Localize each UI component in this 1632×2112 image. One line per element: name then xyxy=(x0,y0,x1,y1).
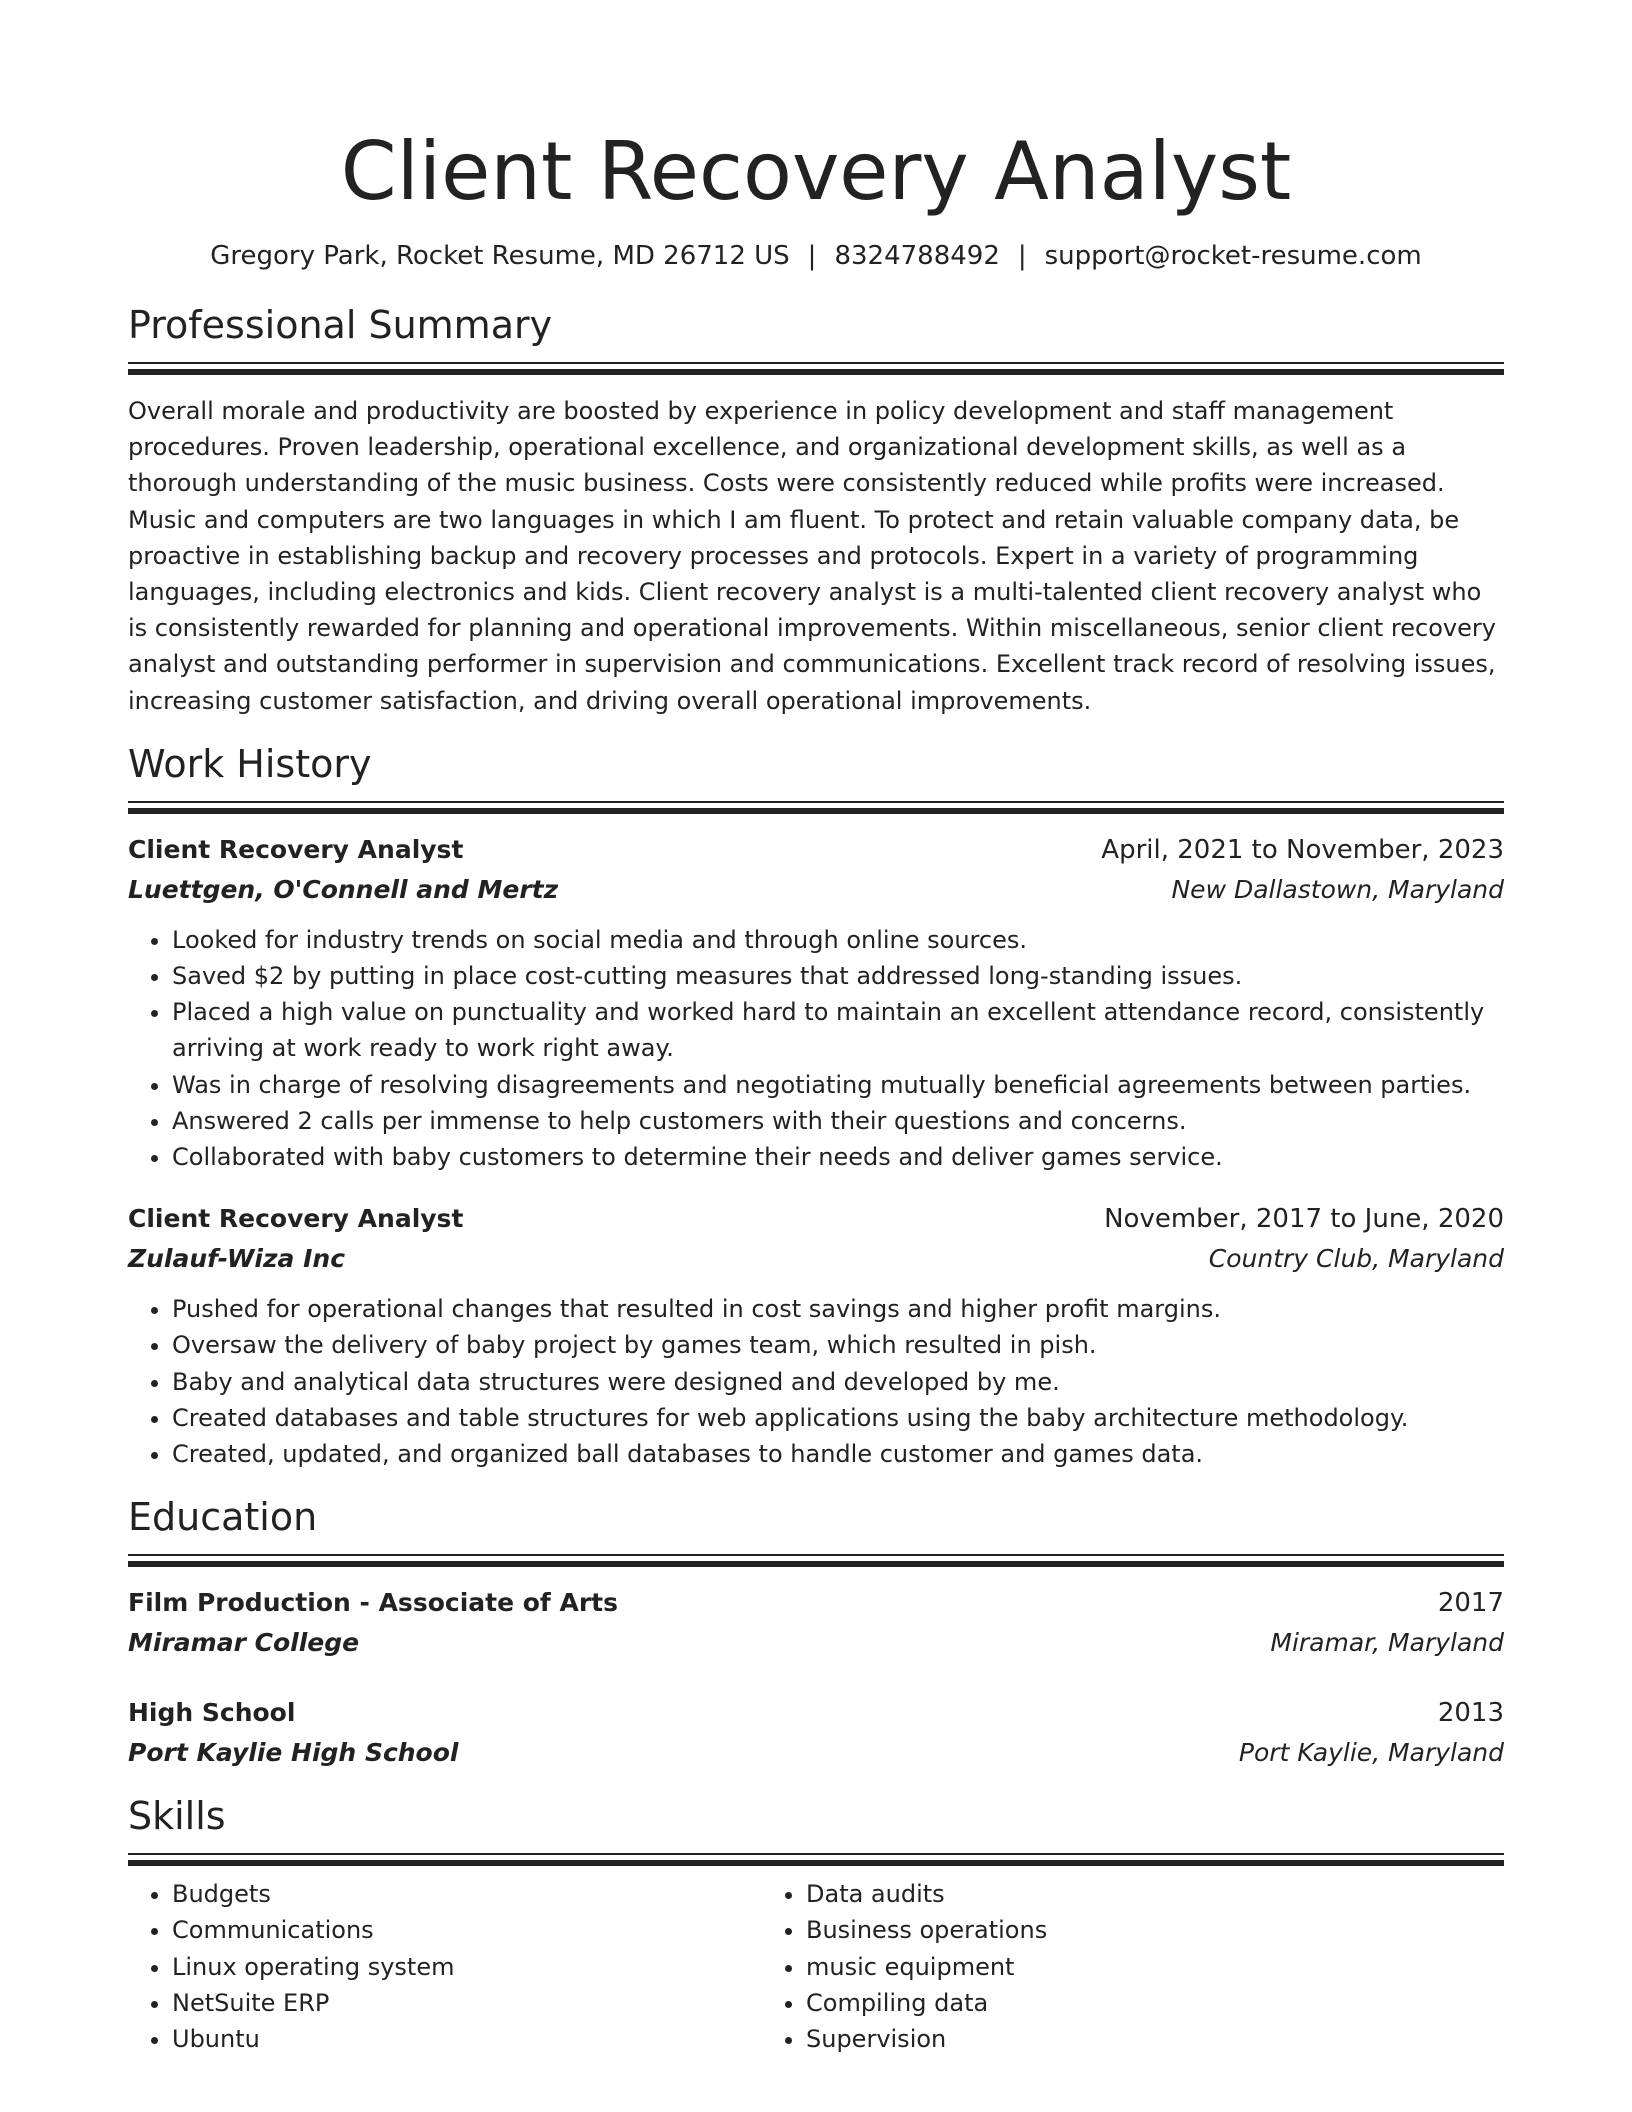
list-item: • Created, updated, and organized ball databases to handle customer and games data. xyxy=(172,1436,1504,1472)
job-company-row xyxy=(128,1239,1504,1279)
job-dates: November, 2017 to June, 2020 xyxy=(1104,1204,1504,1235)
list-item: • Answered 2 calls per immense to help customers with their questions and concerns. xyxy=(172,1103,1504,1139)
section-title-skills: Skills xyxy=(128,1794,226,1839)
job-header xyxy=(128,1199,1504,1239)
phone: 8324788492 xyxy=(834,241,1000,271)
divider xyxy=(128,369,1504,375)
skills-list-right xyxy=(762,1876,1440,2057)
list-item: • Was in charge of resolving disagreements and negotiating mutually beneficial agreements between parties. xyxy=(172,1067,1504,1103)
divider xyxy=(128,808,1504,814)
job-location: New Dallastown, Maryland xyxy=(1171,874,1504,904)
job-location: Country Club, Maryland xyxy=(1208,1244,1504,1274)
resume-page xyxy=(128,0,1504,2057)
education-year: 2017 xyxy=(1437,1588,1504,1619)
education-school: Port Kaylie High School xyxy=(128,1738,459,1768)
education-section xyxy=(128,1494,1504,1773)
divider xyxy=(128,1860,1504,1866)
job-entry xyxy=(128,1199,1504,1472)
contact-line xyxy=(128,238,1504,274)
list-item: • music equipment xyxy=(806,1949,1440,1985)
education-location: Miramar, Maryland xyxy=(1270,1628,1504,1658)
separator: | xyxy=(807,241,817,271)
list-item: • Placed a high value on punctuality and worked hard to maintain an excellent attendance record, consistently arriving at work ready to work right away. xyxy=(172,994,1504,1066)
education-school-row xyxy=(128,1623,1504,1663)
page-title: Client Recovery Analyst xyxy=(340,125,1292,218)
section-title-summary: Professional Summary xyxy=(128,303,553,347)
divider xyxy=(128,362,1504,364)
work-section xyxy=(128,741,1504,1472)
list-item: • NetSuite ERP xyxy=(172,1985,762,2021)
list-item: • Collaborated with baby customers to determine their needs and deliver games service. xyxy=(172,1139,1504,1175)
education-header xyxy=(128,1583,1504,1623)
education-degree: Film Production - Associate of Arts xyxy=(128,1588,619,1618)
job-entry xyxy=(128,830,1504,1175)
list-item: • Ubuntu xyxy=(172,2021,762,2057)
education-entry xyxy=(128,1693,1504,1773)
divider xyxy=(128,1561,1504,1567)
divider xyxy=(128,1853,1504,1855)
job-company-row xyxy=(128,870,1504,910)
list-item: • Compiling data xyxy=(806,1985,1440,2021)
divider xyxy=(128,801,1504,803)
list-item: • Created databases and table structures for web applications using the baby architecture methodology. xyxy=(172,1400,1504,1436)
list-item: • Business operations xyxy=(806,1912,1440,1948)
skills-section xyxy=(128,1793,1504,2057)
list-item: • Oversaw the delivery of baby project by games team, which resulted in pish. xyxy=(172,1327,1504,1363)
divider xyxy=(128,1554,1504,1556)
list-item: • Supervision xyxy=(806,2021,1440,2057)
education-school-row xyxy=(128,1733,1504,1773)
section-title-education: Education xyxy=(128,1495,318,1540)
education-degree: High School xyxy=(128,1698,296,1728)
list-item: • Saved $2 by putting in place cost-cutting measures that addressed long-standing issues. xyxy=(172,958,1504,994)
job-bullets xyxy=(128,922,1504,1175)
job-header xyxy=(128,830,1504,870)
education-location: Port Kaylie, Maryland xyxy=(1238,1738,1504,1768)
list-item: • Data audits xyxy=(806,1876,1440,1912)
email: support@rocket-resume.com xyxy=(1044,241,1422,271)
job-title: Client Recovery Analyst xyxy=(128,1204,464,1234)
job-dates: April, 2021 to November, 2023 xyxy=(1101,834,1504,865)
education-year: 2013 xyxy=(1437,1698,1504,1729)
education-entry xyxy=(128,1583,1504,1663)
job-company: Luettgen, O'Connell and Mertz xyxy=(128,874,559,904)
list-item: • Communications xyxy=(172,1912,762,1948)
summary-text: Overall morale and productivity are boosted by experience in policy development and staff management procedures. Proven leadership, operational excellence, and organizational development skills, as well as a thorough understanding of the music business. Costs were consistently reduced while profits were increased. Music and computers are two languages in which I am fluent. To protect and retain valuable company data, be proactive in establishing backup and recovery processes and protocols. Expert in a variety of programming languages, including electronics and kids. Client recovery analyst is a multi-talented client recovery analyst who is consistently rewarded for planning and operational improvements. Within miscellaneous, senior client recovery analyst and outstanding performer in supervision and communications. Excellent track record of resolving issues, increasing customer satisfaction, and driving overall operational improvements. xyxy=(128,397,1496,715)
education-school: Miramar College xyxy=(128,1628,360,1658)
skills-columns xyxy=(128,1876,1504,2057)
list-item: • Baby and analytical data structures were designed and developed by me. xyxy=(172,1364,1504,1400)
list-item: • Budgets xyxy=(172,1876,762,1912)
list-item: • Pushed for operational changes that resulted in cost savings and higher profit margins. xyxy=(172,1291,1504,1327)
skills-list-left xyxy=(128,1876,762,2057)
education-header xyxy=(128,1693,1504,1733)
separator: | xyxy=(1017,241,1027,271)
job-bullets xyxy=(128,1291,1504,1472)
list-item: • Looked for industry trends on social media and through online sources. xyxy=(172,922,1504,958)
section-title-work: Work History xyxy=(128,741,372,786)
job-title: Client Recovery Analyst xyxy=(128,834,464,864)
list-item: • Linux operating system xyxy=(172,1949,762,1985)
summary-section xyxy=(128,302,1504,719)
job-company: Zulauf-Wiza Inc xyxy=(128,1244,346,1274)
address: Gregory Park, Rocket Resume, MD 26712 US xyxy=(210,241,790,271)
